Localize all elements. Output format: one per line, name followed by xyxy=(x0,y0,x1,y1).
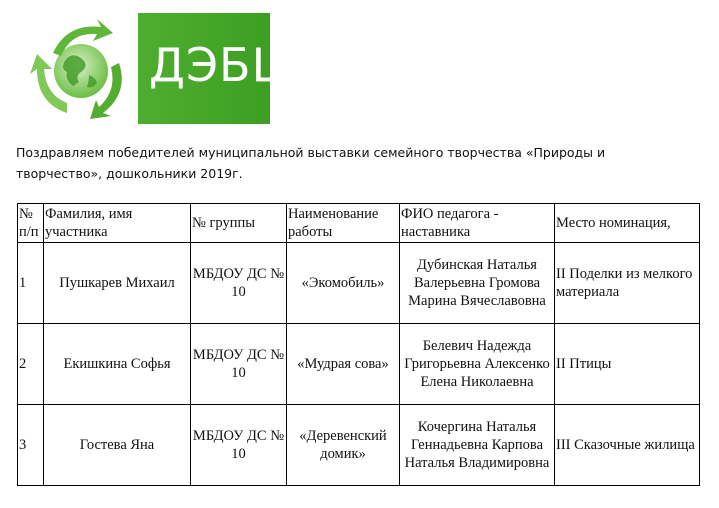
cell-participant: Екишкина Софья xyxy=(44,324,191,405)
recycle-globe-icon xyxy=(23,13,138,124)
header-number: № п/п xyxy=(18,204,44,243)
cell-teacher: Белевич Надежда Григорьевна Алексенко Елена Николаевна xyxy=(400,324,555,405)
results-table xyxy=(17,203,700,486)
cell-work: «Деревенский домик» xyxy=(287,405,400,486)
table-header-row xyxy=(18,204,700,243)
cell-work: «Мудрая сова» xyxy=(287,324,400,405)
cell-number: 1 xyxy=(18,243,44,324)
cell-teacher: Кочергина Наталья Геннадьевна Карпова Наталья Владимировна xyxy=(400,405,555,486)
cell-participant: Пушкарев Михаил xyxy=(44,243,191,324)
cell-group: МБДОУ ДС № 10 xyxy=(191,243,287,324)
cell-group: МБДОУ ДС № 10 xyxy=(191,324,287,405)
cell-place: II Поделки из мелкого материала xyxy=(555,243,700,324)
cell-work: «Экомобиль» xyxy=(287,243,400,324)
cell-participant: Гостева Яна xyxy=(44,405,191,486)
table-row xyxy=(18,243,700,324)
cell-number: 2 xyxy=(18,324,44,405)
header-participant: Фамилия, имя участника xyxy=(44,204,191,243)
table-row xyxy=(18,405,700,486)
cell-number: 3 xyxy=(18,405,44,486)
table-row xyxy=(18,324,700,405)
header-work: Наименование работы xyxy=(287,204,400,243)
cell-place: III Сказочные жилища xyxy=(555,405,700,486)
cell-group: МБДОУ ДС № 10 xyxy=(191,405,287,486)
logo-banner xyxy=(23,13,289,124)
cell-place: II Птицы xyxy=(555,324,700,405)
header-place: Место номинация, xyxy=(555,204,700,243)
header-group: № группы xyxy=(191,204,287,243)
logo-text: ДЭБЦ xyxy=(149,38,289,92)
cell-teacher: Дубинская Наталья Валерьевна Громова Марина Вячеславовна xyxy=(400,243,555,324)
intro-paragraph: Поздравляем победителей муниципальной выставки семейного творчества «Природы и творчество», дошкольники 2019г. xyxy=(16,145,606,181)
header-teacher: ФИО педагога - наставника xyxy=(400,204,555,243)
